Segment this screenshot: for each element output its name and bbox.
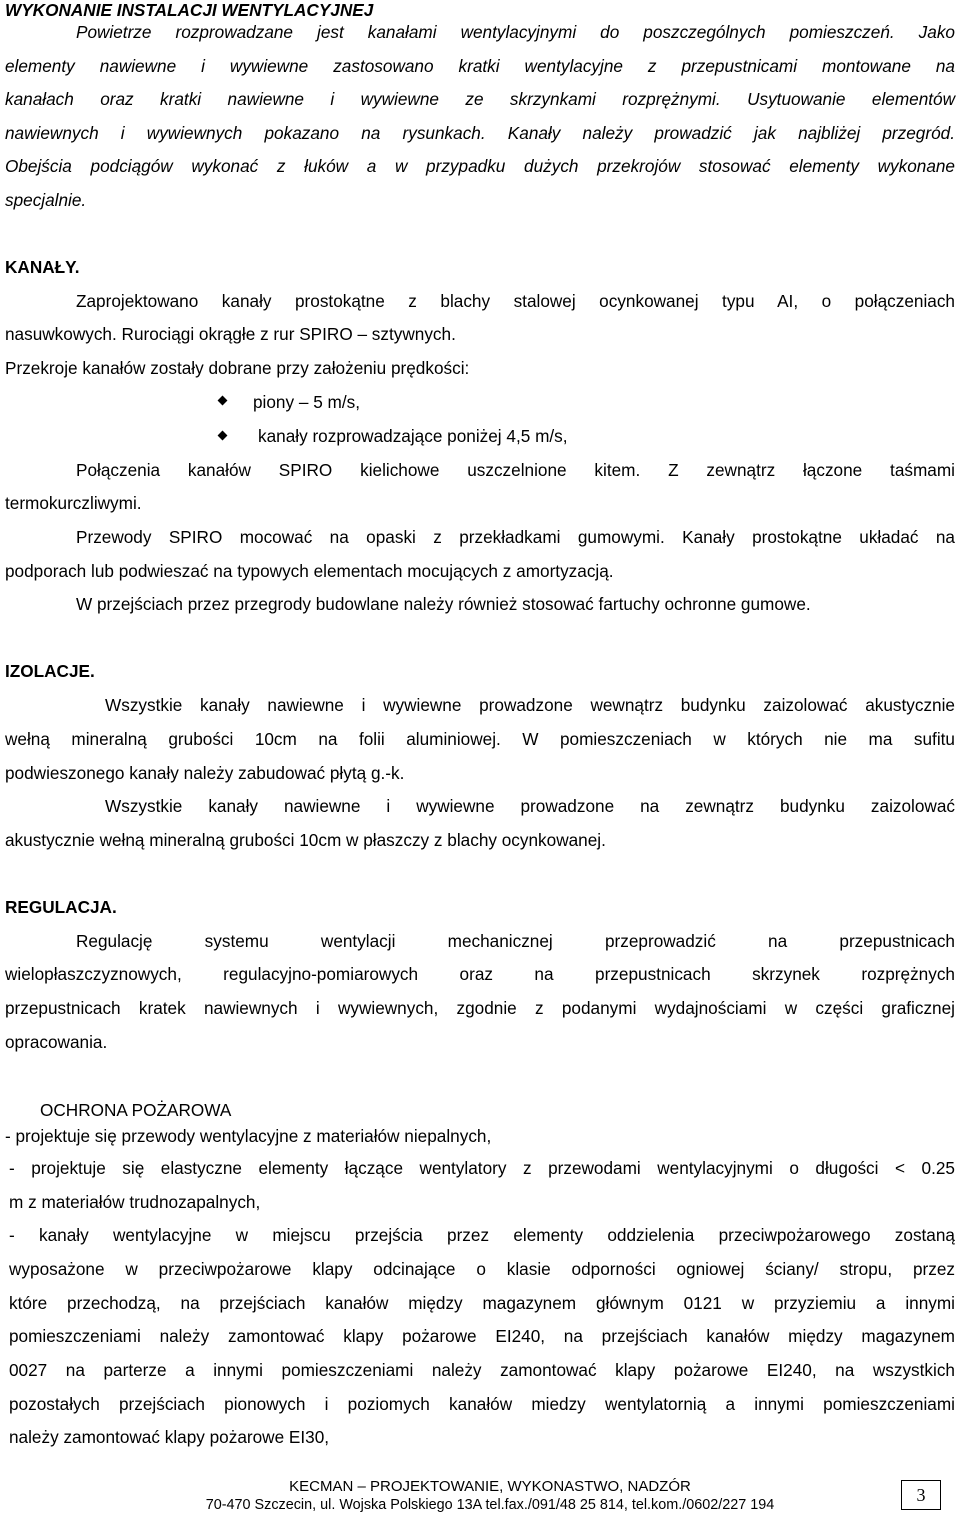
paragraph-line: Powietrze rozprowadzane jest kanałami wentylacyjnymi do poszczególnych pomieszczeń. Jako [76, 22, 955, 42]
page-number: 3 [901, 1480, 941, 1510]
paragraph-line: nasuwkowych. Rurociągi okrągłe z rur SPIRO – sztywnych. [5, 324, 456, 344]
paragraph-line: elementy nawiewne i wywiewne zastosowano kratki wentylacyjne z przepustnicami montowane na [5, 56, 955, 76]
paragraph-line: wielopłaszczyznowych, regulacyjno-pomiarowych oraz na przepustnicach skrzynek rozprężnych [5, 964, 955, 984]
paragraph-line: które przechodzą, na przejściach kanałów między magazynem głównym 0121 w przyziemiu a innymi [9, 1293, 955, 1313]
paragraph-line: Wszystkie kanały nawiewne i wywiewne prowadzone wewnątrz budynku zaizolować akustycznie [105, 695, 955, 715]
paragraph-line: opracowania. [5, 1032, 108, 1052]
paragraph-line: W przejściach przez przegrody budowlane należy również stosować fartuchy ochronne gumowe. [76, 594, 811, 614]
paragraph-line: pozostałych przejściach pionowych i poziomych kanałów miedzy wentylatornią a innymi pomieszczeniami [9, 1394, 955, 1414]
paragraph-line: Zaprojektowano kanały prostokątne z blachy stalowej ocynkowanej typu AI, o połączeniach [76, 291, 955, 311]
paragraph-line: - kanały wentylacyjne w miejscu przejścia przez elementy oddzielenia przeciwpożarowego zostaną [9, 1225, 955, 1245]
paragraph-line: pomieszczeniami należy zamontować klapy pożarowe EI240, na przejściach kanałów między magazynem [9, 1326, 955, 1346]
paragraph-line: wełną mineralną grubości 10cm na folii aluminiowej. W pomieszczeniach w których nie ma sufitu [5, 729, 955, 749]
section-heading-ochrona: OCHRONA POŻAROWA [40, 1100, 232, 1120]
paragraph-line: 0027 na parterze a innymi pomieszczeniami należy zamontować klapy pożarowe EI240, na wszystkich [9, 1360, 955, 1380]
paragraph-line: Przekroje kanałów zostały dobrane przy założeniu prędkości: [5, 358, 470, 378]
paragraph-line: Przewody SPIRO mocować na opaski z przekładkami gumowymi. Kanały prostokątne układać na [76, 527, 955, 547]
paragraph-line: kanałach oraz kratki nawiewne i wywiewne ze skrzynkami rozprężnymi. Usytuowanie elementów [5, 89, 955, 109]
paragraph-line: Regulację systemu wentylacji mechanicznej przeprowadzić na przepustnicach [76, 931, 955, 951]
section-heading-izolacje: IZOLACJE. [5, 661, 95, 681]
paragraph-line: wyposażone w przeciwpożarowe klapy odcinające o klasie odporności ogniowej ściany/ stropu, przez [9, 1259, 955, 1279]
footer-company: KECMAN – PROJEKTOWANIE, WYKONASTWO, NADZÓR [289, 1478, 691, 1495]
section-heading-wentylacja: WYKONANIE INSTALACJI WENTYLACYJNEJ [5, 0, 374, 20]
footer-address: 70-470 Szczecin, ul. Wojska Polskiego 13A tel.fax./091/48 25 814, tel.kom./0602/227 194 [205, 1497, 775, 1513]
paragraph-line: akustycznie wełną mineralną grubości 10cm w płaszczy z blachy ocynkowanej. [5, 830, 606, 850]
bullet-item: kanały rozprowadzające poniżej 4,5 m/s, [258, 426, 568, 446]
section-heading-regulacja: REGULACJA. [5, 897, 117, 917]
paragraph-line: termokurczliwymi. [5, 493, 142, 513]
paragraph-line: Wszystkie kanały nawiewne i wywiewne prowadzone na zewnątrz budynku zaizolować [105, 796, 955, 816]
paragraph-line: podporach lub podwieszać na typowych elementach mocujących z amortyzacją. [5, 561, 614, 581]
paragraph-line: - projektuje się przewody wentylacyjne z materiałów niepalnych, [5, 1126, 492, 1146]
diamond-bullet-icon [218, 431, 228, 441]
paragraph-line: przepustnicach kratek nawiewnych i wywiewnych, zgodnie z podanymi wydajnościami w części graficznej [5, 998, 955, 1018]
section-heading-kanaly: KANAŁY. [5, 257, 80, 277]
paragraph-line: podwieszonego kanały należy zabudować płytą g.-k. [5, 763, 405, 783]
diamond-bullet-icon [218, 396, 228, 406]
paragraph-line: - projektuje się elastyczne elementy łączące wentylatory z przewodami wentylacyjnymi o długości < 0.25 [9, 1158, 955, 1178]
paragraph-line: nawiewnych i wywiewnych pokazano na rysunkach. Kanały należy prowadzić jak najbliżej przegród. [5, 123, 955, 143]
bullet-item: piony – 5 m/s, [253, 392, 360, 412]
paragraph-line: Połączenia kanałów SPIRO kielichowe uszczelnione kitem. Z zewnątrz łączone taśmami [76, 460, 955, 480]
paragraph-line: Obejścia podciągów wykonać z łuków a w przypadku dużych przekrojów stosować elementy wykonane [5, 156, 955, 176]
paragraph-line: należy zamontować klapy pożarowe EI30, [9, 1427, 330, 1447]
paragraph-line: specjalnie. [5, 190, 87, 210]
paragraph-line: m z materiałów trudnozapalnych, [9, 1192, 261, 1212]
